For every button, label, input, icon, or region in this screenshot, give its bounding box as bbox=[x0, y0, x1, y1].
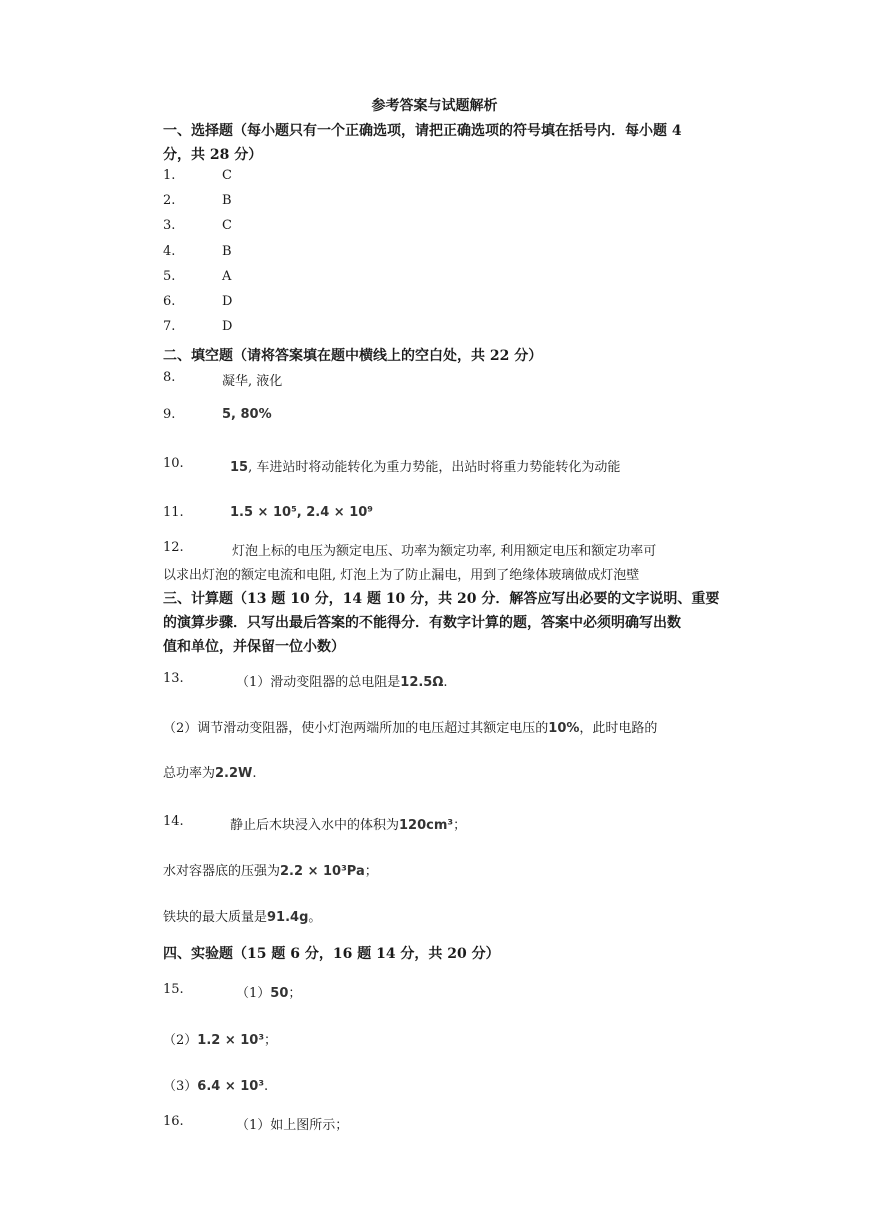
section3-heading-line3: 值和单位，并保留一位小数） bbox=[163, 639, 345, 655]
q13-part2-end: ，此时电路的 bbox=[579, 721, 658, 736]
q14-part1-text: 静止后木块浸入水中的体积为 bbox=[230, 818, 400, 833]
q15-part2-end: ； bbox=[264, 1033, 278, 1048]
q14-part1-end: ； bbox=[453, 818, 467, 833]
section1-heading-line1: 一、选择题（每小题只有一个正确选项，请把正确选项的符号填在括号内．每小题 4 bbox=[163, 123, 682, 139]
q7-answer: D bbox=[222, 319, 233, 334]
q6-answer: D bbox=[222, 294, 233, 309]
q1-number: 1. bbox=[163, 168, 176, 183]
q11-answer-formula: 1.5 × 10⁵, 2.4 × 10⁹ bbox=[230, 505, 373, 520]
q15-part1 bbox=[236, 982, 301, 1001]
q9-number: 9. bbox=[163, 407, 176, 422]
q14-part1 bbox=[230, 814, 466, 833]
q8-number: 8. bbox=[163, 370, 176, 385]
q13-part3-formula: 2.2W bbox=[215, 766, 253, 781]
q10-answer bbox=[230, 456, 620, 475]
q13-part1-end: . bbox=[443, 675, 448, 690]
q13-part3-end: . bbox=[252, 766, 257, 781]
q14-part2 bbox=[163, 860, 378, 879]
section3-heading-line2: 的演算步骤．只写出最后答案的不能得分．有数字计算的题，答案中必须明确写出数 bbox=[163, 615, 681, 631]
q15-part3-end: . bbox=[264, 1079, 269, 1094]
q11-number: 11. bbox=[163, 505, 184, 520]
q15-part2-text: （2） bbox=[163, 1033, 198, 1048]
q15-number: 15. bbox=[163, 982, 184, 997]
q16-number: 16. bbox=[163, 1114, 184, 1129]
q6-number: 6. bbox=[163, 294, 176, 309]
q14-part3-end: 。 bbox=[308, 910, 322, 925]
q14-number: 14. bbox=[163, 814, 184, 829]
q13-number: 13. bbox=[163, 671, 184, 686]
q15-part2-formula: 1.2 × 10³ bbox=[197, 1033, 265, 1048]
q12-answer-line1: 灯泡上标的电压为额定电压、功率为额定功率, 利用额定电压和额定功率可 bbox=[232, 544, 657, 559]
q14-part3 bbox=[163, 906, 321, 925]
q7-number: 7. bbox=[163, 319, 176, 334]
q5-answer: A bbox=[222, 269, 232, 284]
q15-part3-formula: 6.4 × 10³ bbox=[197, 1079, 265, 1094]
q10-number: 10. bbox=[163, 456, 184, 471]
q4-answer: B bbox=[222, 244, 232, 259]
q15-part2 bbox=[163, 1029, 277, 1048]
q3-number: 3. bbox=[163, 218, 176, 233]
q10-answer-formula: 15 bbox=[230, 460, 249, 475]
q2-number: 2. bbox=[163, 193, 176, 208]
section4-heading: 四、实验题（15 题 6 分，16 题 14 分，共 20 分） bbox=[163, 946, 500, 962]
q12-answer-line2: 以求出灯泡的额定电流和电阻, 灯泡上为了防止漏电，用到了绝缘体玻璃做成灯泡壁 bbox=[163, 568, 640, 583]
q14-part2-text: 水对容器底的压强为 bbox=[163, 864, 281, 879]
q14-part2-formula: 2.2 × 10³Pa bbox=[280, 864, 365, 879]
q10-answer-text: , 车进站时将动能转化为重力势能，出站时将重力势能转化为动能 bbox=[248, 460, 621, 475]
q14-part3-formula: 91.4g bbox=[267, 910, 309, 925]
q1-answer: C bbox=[222, 168, 232, 183]
q16-part1: （1）如上图所示； bbox=[236, 1118, 349, 1133]
q15-part3-text: （3） bbox=[163, 1079, 198, 1094]
q14-part2-end: ； bbox=[364, 864, 378, 879]
q14-part3-text: 铁块的最大质量是 bbox=[163, 910, 268, 925]
q14-part1-formula: 120cm³ bbox=[399, 818, 454, 833]
q9-answer-formula: 5, 80% bbox=[222, 407, 272, 422]
q13-part1-formula: 12.5Ω bbox=[400, 675, 444, 690]
q4-number: 4. bbox=[163, 244, 176, 259]
q15-part1-formula: 50 bbox=[270, 986, 289, 1001]
q13-part1 bbox=[236, 671, 448, 690]
q13-part2-formula: 10% bbox=[548, 721, 580, 736]
q3-answer: C bbox=[222, 218, 232, 233]
q12-number: 12. bbox=[163, 540, 184, 555]
section3-heading-line1: 三、计算题（13 题 10 分，14 题 10 分，共 20 分．解答应写出必要的文字说明、重要 bbox=[163, 591, 720, 607]
q2-answer: B bbox=[222, 193, 232, 208]
q13-part3 bbox=[163, 762, 257, 781]
q8-answer: 凝华, 液化 bbox=[222, 374, 283, 389]
q15-part1-text: （1） bbox=[236, 986, 271, 1001]
section1-heading-line2: 分，共 28 分） bbox=[163, 147, 263, 163]
page-title: 参考答案与试题解析 bbox=[371, 98, 498, 114]
section2-heading: 二、填空题（请将答案填在题中横线上的空白处，共 22 分） bbox=[163, 348, 543, 364]
q13-part2-text: （2）调节滑动变阻器，使小灯泡两端所加的电压超过其额定电压的 bbox=[163, 721, 549, 736]
q5-number: 5. bbox=[163, 269, 176, 284]
q15-part3 bbox=[163, 1075, 268, 1094]
q15-part1-end: ； bbox=[288, 986, 302, 1001]
q13-part3-text: 总功率为 bbox=[163, 766, 216, 781]
q13-part2 bbox=[163, 717, 657, 736]
q13-part1-text: （1）滑动变阻器的总电阻是 bbox=[236, 675, 401, 690]
